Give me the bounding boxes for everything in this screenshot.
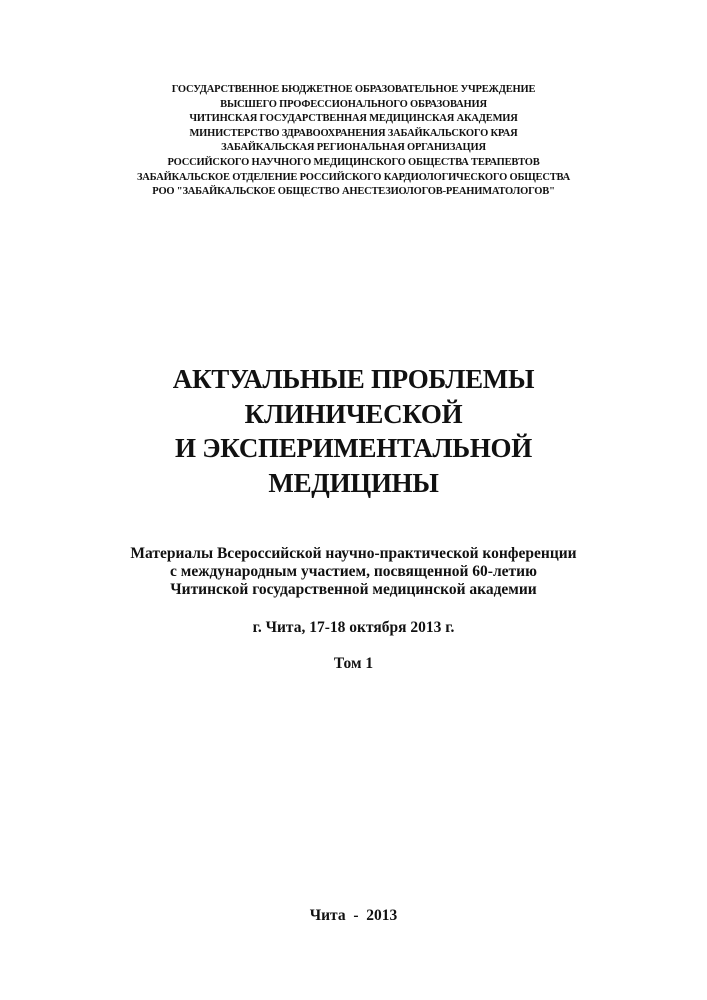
subtitle-line: Материалы Всероссийской научно-практической конференции	[130, 545, 577, 562]
title-line: АКТУАЛЬНЫЕ ПРОБЛЕМЫ	[172, 364, 535, 394]
title-line: КЛИНИЧЕСКОЙ	[244, 398, 463, 429]
organizations-block	[0, 83, 707, 200]
city-and-year: Чита - 2013	[309, 907, 398, 924]
volume-number: Том 1	[333, 655, 374, 672]
title-line: И ЭКСПЕРИМЕНТАЛЬНОЙ	[175, 433, 532, 463]
place-and-date: г. Чита, 17-18 октября 2013 г.	[252, 619, 455, 636]
organization-line: РОССИЙСКОГО НАУЧНОГО МЕДИЦИНСКОГО ОБЩЕСТВА ТЕРАПЕВТОВ	[167, 156, 540, 168]
organization-line: ВЫСШЕГО ПРОФЕССИОНАЛЬНОГО ОБРАЗОВАНИЯ	[220, 98, 487, 110]
organization-line: РОО "ЗАБАЙКАЛЬСКОЕ ОБЩЕСТВО АНЕСТЕЗИОЛОГОВ-РЕАНИМАТОЛОГОВ"	[152, 186, 555, 198]
organization-line: ГОСУДАРСТВЕННОЕ БЮДЖЕТНОЕ ОБРАЗОВАТЕЛЬНОЕ УЧРЕЖДЕНИЕ	[171, 84, 536, 95]
organization-line: МИНИСТЕРСТВО ЗДРАВООХРАНЕНИЯ ЗАБАЙКАЛЬСКОГО КРАЯ	[189, 127, 518, 139]
organization-line: ЗАБАЙКАЛЬСКАЯ РЕГИОНАЛЬНАЯ ОРГАНИЗАЦИЯ	[221, 142, 486, 154]
organization-line: ЗАБАЙКАЛЬСКОЕ ОТДЕЛЕНИЕ РОССИЙСКОГО КАРДИОЛОГИЧЕСКОГО ОБЩЕСТВА	[136, 171, 571, 183]
subtitle-line: с международным участием, посвященной 60-летию	[170, 563, 537, 580]
title-line: МЕДИЦИНЫ	[268, 467, 439, 498]
subtitle-line: Читинской государственной медицинской академии	[170, 581, 537, 598]
document-title	[0, 362, 707, 500]
organization-line: ЧИТИНСКАЯ ГОСУДАРСТВЕННАЯ МЕДИЦИНСКАЯ АКАДЕМИЯ	[189, 113, 518, 125]
conference-description	[0, 545, 707, 599]
